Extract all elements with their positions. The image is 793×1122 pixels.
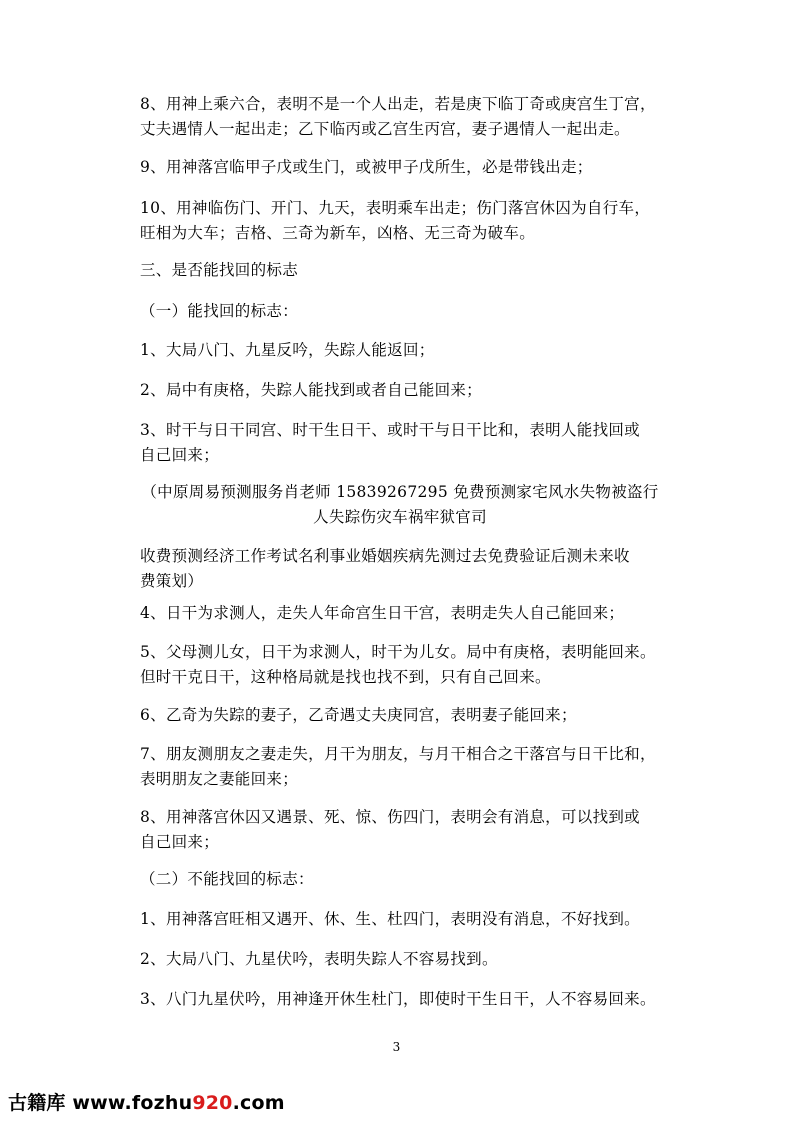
text-line: 3、时干与日干同宫、时干生日干、或时干与日干比和，表明人能找回或 <box>140 421 640 439</box>
paragraph-10-vehicle <box>140 196 660 246</box>
text-line: 3、八门九星伏吟，用神逢开休生杜门，即使时干生日干，人不容易回来。 <box>140 990 656 1008</box>
text-line: 5、父母测儿女，日干为求测人，时干为儿女。局中有庚格，表明能回来。 <box>140 643 656 661</box>
text-line: 三、是否能找回的标志 <box>140 261 299 279</box>
text-line: （一）能找回的标志： <box>140 302 299 320</box>
subsection-heading-1 <box>140 299 660 324</box>
item-1-fanyin <box>140 338 660 363</box>
text-line: 1、用神落宫旺相又遇开、休、生、杜四门，表明没有消息，不好找到。 <box>140 910 640 928</box>
item-8-message <box>140 805 660 855</box>
text-line: 7、朋友测朋友之妻走失，月干为朋友，与月干相合之干落宫与日干比和， <box>140 745 656 763</box>
text-line: 人失踪伤灾车祸牢狱官司 <box>313 508 487 526</box>
item-3-shigan <box>140 418 660 468</box>
subsection-heading-2 <box>140 867 660 892</box>
site-watermark[interactable] <box>8 1088 285 1115</box>
text-line: 自己回来； <box>140 833 220 851</box>
item-2-fuyin <box>140 947 660 972</box>
text-line: 4、日干为求测人，走失人年命宫生日干宫，表明走失人自己能回来； <box>140 604 625 622</box>
item-1-no-message <box>140 907 660 932</box>
text-line: 8、用神落宫休囚又遇景、死、惊、伤四门，表明会有消息，可以找到或 <box>140 808 640 826</box>
text-line: 丈夫遇情人一起出走；乙下临丙或乙宫生丙宫，妻子遇情人一起出走。 <box>140 120 630 138</box>
text-line: 9、用神落宫临甲子戊或生门，或被甲子戊所生，必是带钱出走； <box>140 158 593 176</box>
text-line: 2、局中有庚格，失踪人能找到或者自己能回来； <box>140 381 482 399</box>
page-number: 3 <box>392 1040 401 1054</box>
text-line: 表明朋友之妻能回来； <box>140 770 299 788</box>
text-line: （中原周易预测服务肖老师 15839267295 免费预测家宅风水失物被盗行 <box>141 483 659 501</box>
text-line: 8、用神上乘六合，表明不是一个人出走，若是庚下临丁奇或庚宫生丁宫， <box>140 95 656 113</box>
text-line: （二）不能找回的标志： <box>140 870 314 888</box>
text-line: 6、乙奇为失踪的妻子，乙奇遇丈夫庚同宫，表明妻子能回来； <box>140 706 577 724</box>
paragraph-8-liuhe <box>140 92 660 142</box>
watermark-number: 920 <box>192 1092 233 1114</box>
advertisement-block <box>140 480 660 530</box>
item-4-rigan <box>140 601 660 626</box>
advertisement-continued <box>140 544 660 594</box>
text-line: 2、大局八门、九星伏吟，表明失踪人不容易找到。 <box>140 950 498 968</box>
text-line: 自己回来； <box>140 446 220 464</box>
text-line: 1、大局八门、九星反吟，失踪人能返回； <box>140 341 435 359</box>
item-7-friend <box>140 742 660 792</box>
watermark-prefix: 古籍库 www.fozhu <box>8 1092 193 1114</box>
item-3-fuyin-men <box>140 987 660 1012</box>
text-line: 旺相为大车；吉格、三奇为新车，凶格、无三奇为破车。 <box>140 224 536 242</box>
item-2-geng <box>140 378 660 403</box>
text-line: 收费预测经济工作考试名利事业婚姻疾病先测过去免费验证后测未来收 <box>140 547 630 565</box>
paragraph-9-money <box>140 155 660 180</box>
section-heading-3 <box>140 258 660 283</box>
item-6-yiqi <box>140 703 660 728</box>
item-5-parents <box>140 640 660 690</box>
text-line: 但时干克日干，这种格局就是找也找不到，只有自己回来。 <box>140 668 551 686</box>
watermark-suffix: .com <box>232 1092 285 1114</box>
text-line: 10、用神临伤门、开门、九天，表明乘车出走；伤门落宫休囚为自行车， <box>140 199 651 217</box>
text-line: 费策划） <box>140 572 204 590</box>
